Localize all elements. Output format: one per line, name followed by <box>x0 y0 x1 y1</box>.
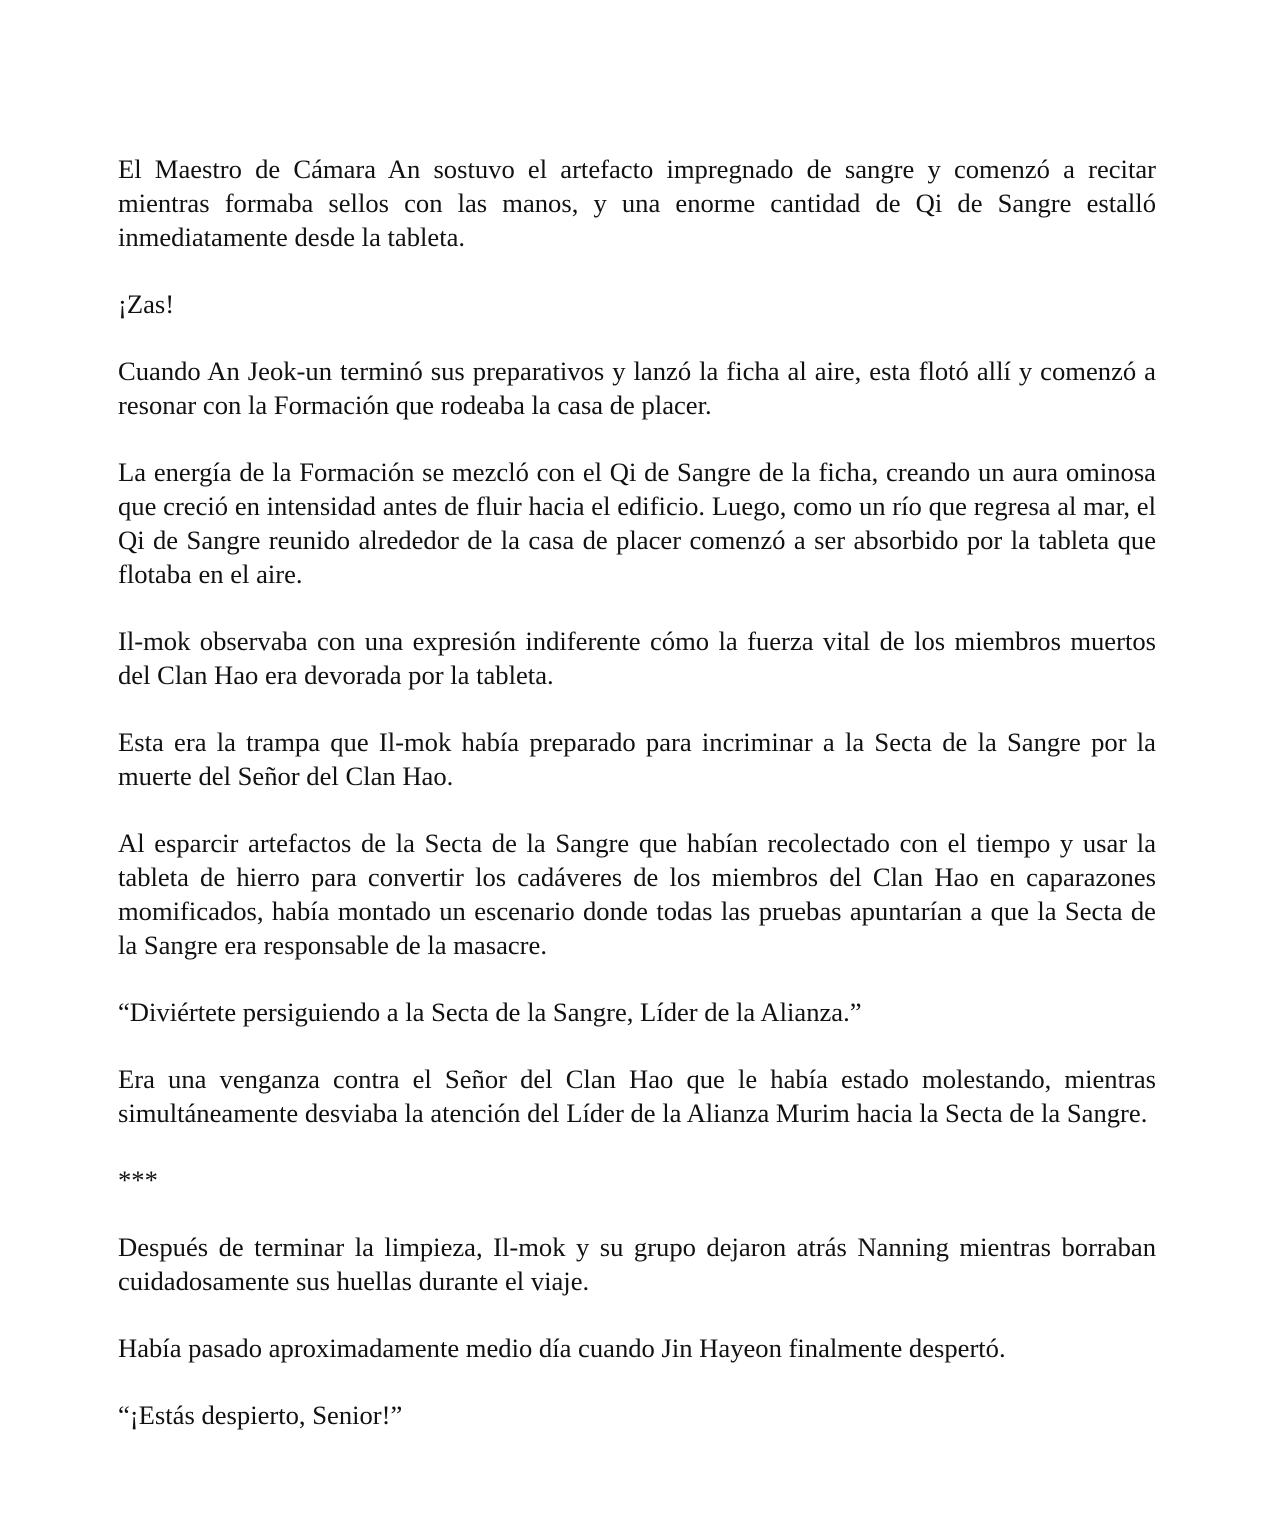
paragraph: La energía de la Formación se mezcló con el Qi de Sangre de la ficha, creando un aura ominosa que creció en intensidad antes de fluir hacia el edificio. Luego, como un río que regresa al mar, el Qi de Sangre reunido alrededor de la casa de placer comenzó a ser absorbido por la tableta que flotaba en el aire. <box>118 457 1156 589</box>
paragraph: Esta era la trampa que Il-mok había preparado para incriminar a la Secta de la Sangre por la muerte del Señor del Clan Hao. <box>118 727 1156 791</box>
paragraph: “¡Estás despierto, Senior!” <box>118 1400 403 1430</box>
paragraph: Era una venganza contra el Señor del Clan Hao que le había estado molestando, mientras simultáneamente desviaba la atención del Líder de la Alianza Murim hacia la Secta de la Sangre. <box>118 1064 1156 1128</box>
paragraph: Cuando An Jeok-un terminó sus preparativos y lanzó la ficha al aire, esta flotó allí y comenzó a resonar con la Formación que rodeaba la casa de placer. <box>118 356 1156 420</box>
paragraph: Después de terminar la limpieza, Il-mok y su grupo dejaron atrás Nanning mientras borraban cuidadosamente sus huellas durante el viaje. <box>118 1232 1156 1296</box>
paragraph: Il-mok observaba con una expresión indiferente cómo la fuerza vital de los miembros muertos del Clan Hao era devorada por la tableta. <box>118 626 1156 690</box>
paragraph: ¡Zas! <box>118 289 175 319</box>
scene-break: *** <box>118 1165 158 1195</box>
document-page <box>118 152 1156 1432</box>
paragraph: Había pasado aproximadamente medio día cuando Jin Hayeon finalmente despertó. <box>118 1333 1006 1363</box>
paragraph: “Diviértete persiguiendo a la Secta de la Sangre, Líder de la Alianza.” <box>118 997 862 1027</box>
paragraph: El Maestro de Cámara An sostuvo el artefacto impregnado de sangre y comenzó a recitar mientras formaba sellos con las manos, y una enorme cantidad de Qi de Sangre estalló inmediatamente desde la tableta. <box>118 154 1156 252</box>
paragraph: Al esparcir artefactos de la Secta de la Sangre que habían recolectado con el tiempo y usar la tableta de hierro para convertir los cadáveres de los miembros del Clan Hao en caparazones momificados, había montado un escenario donde todas las pruebas apuntarían a que la Secta de la Sangre era responsable de la masacre. <box>118 828 1156 960</box>
